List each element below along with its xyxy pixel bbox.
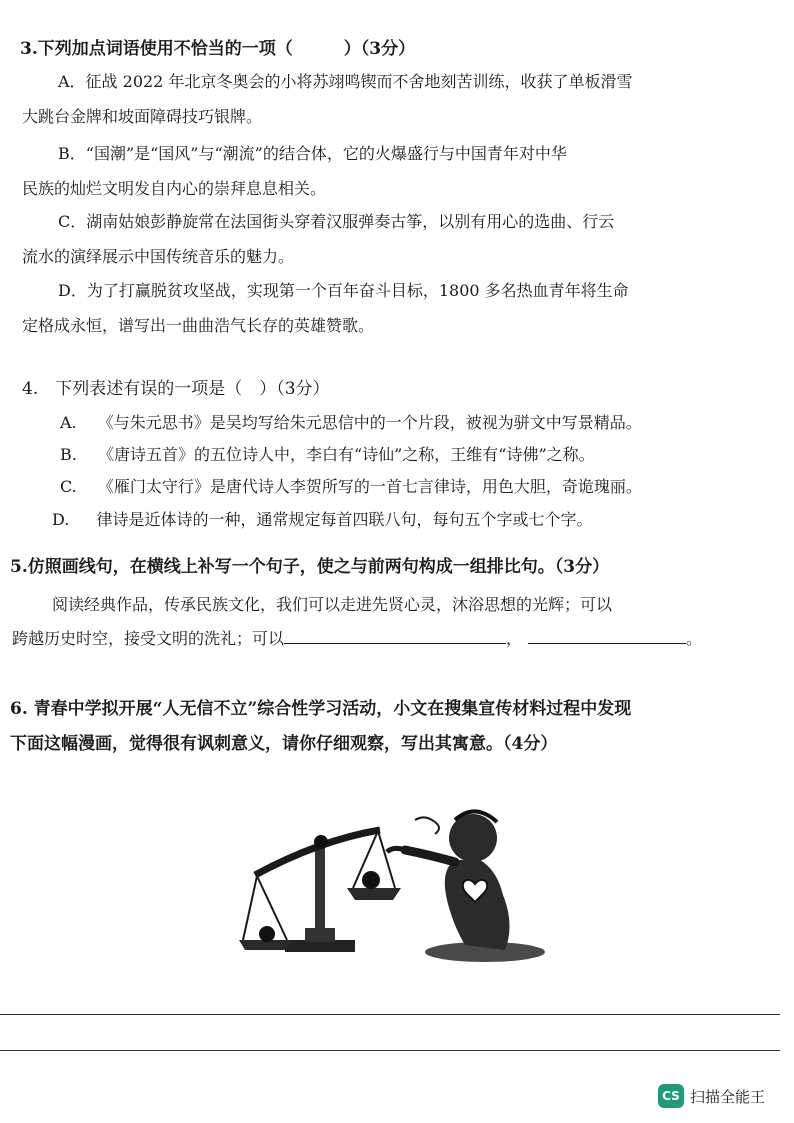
option-letter: C. xyxy=(60,477,77,496)
option-text: 律诗是近体诗的一种，通常规定每首四联八句，每句五个字或七个字。 xyxy=(96,510,593,529)
question-3-title: 3.下列加点词语使用不恰当的一项（ ）（3分） xyxy=(20,39,416,59)
period: 。 xyxy=(686,629,703,648)
option-letter: B. xyxy=(60,445,77,464)
option-text: 《与朱元思书》是吴均写给朱元思信中的一个片段，被视为骈文中写景精品。 xyxy=(97,413,642,432)
question-6-title-line2: 下面这幅漫画，觉得很有讽刺意义，请你仔细观察，写出其寓意。（4分） xyxy=(10,734,558,754)
camscanner-logo-icon: CS xyxy=(658,1084,684,1108)
question-3-option-a-line2: 大跳台金牌和坡面障碍技巧银牌。 xyxy=(22,107,263,126)
question-4-option-d xyxy=(52,507,592,530)
comma: ， xyxy=(506,629,523,648)
option-letter: A. xyxy=(60,413,77,432)
question-3-option-c-line1: C．湖南姑娘彭静旋常在法国街头穿着汉服弹奏古筝，以别有用心的选曲、行云 xyxy=(58,212,615,231)
answer-blank-2[interactable] xyxy=(528,629,686,644)
question-3-option-d-line1: D．为了打赢脱贫攻坚战，实现第一个百年奋斗目标，1800 多名热血青年将生命 xyxy=(58,281,629,300)
option-text: 《雁门太守行》是唐代诗人李贺所写的一首七言律诗，用色大胆，奇诡瑰丽。 xyxy=(97,477,642,496)
question-3-option-b-line1: B．“国潮”是“国风”与“潮流”的结合体，它的火爆盛行与中国青年对中华 xyxy=(58,144,567,163)
question-5-prompt-line2 xyxy=(12,626,702,649)
question-3-option-a-line1: A．征战 2022 年北京冬奥会的小将苏翊鸣锲而不舍地刻苦训练，收获了单板滑雪 xyxy=(58,72,633,91)
question-3-option-d-line2: 定格成永恒，谱写出一曲曲浩气长存的英雄赞歌。 xyxy=(22,316,375,335)
question-5-prompt-line1: 阅读经典作品，传承民族文化，我们可以走进先贤心灵，沐浴思想的光辉；可以 xyxy=(52,595,613,614)
scale-cartoon-illustration xyxy=(235,800,555,970)
option-letter: D. xyxy=(52,510,70,529)
answer-line-1[interactable] xyxy=(0,1014,780,1015)
question-3-option-c-line2: 流水的演绎展示中国传统音乐的魅力。 xyxy=(22,247,295,266)
question-6-title-line1: 6. 青春中学拟开展“人无信不立”综合性学习活动，小文在搜集宣传材料过程中发现 xyxy=(10,699,632,719)
question-4-title: 4. 下列表述有误的一项是（ ）（3分） xyxy=(22,379,330,399)
question-5-title: 5.仿照画线句，在横线上补写一个句子，使之与前两句构成一组排比句。（3分） xyxy=(10,557,610,577)
answer-line-2[interactable] xyxy=(0,1050,780,1051)
question-4-option-b xyxy=(60,442,595,465)
prompt-text: 跨越历史时空，接受文明的洗礼；可以 xyxy=(12,629,285,648)
option-text: 《唐诗五首》的五位诗人中，李白有“诗仙”之称，王维有“诗佛”之称。 xyxy=(97,445,595,464)
question-4-option-a xyxy=(60,410,642,433)
question-3-option-b-line2: 民族的灿烂文明发自内心的崇拜息息相关。 xyxy=(22,179,327,198)
question-4-option-c xyxy=(60,474,642,497)
watermark-text: 扫描全能王 xyxy=(690,1087,766,1106)
scanner-watermark xyxy=(658,1084,765,1108)
answer-blank-1[interactable] xyxy=(284,629,506,644)
